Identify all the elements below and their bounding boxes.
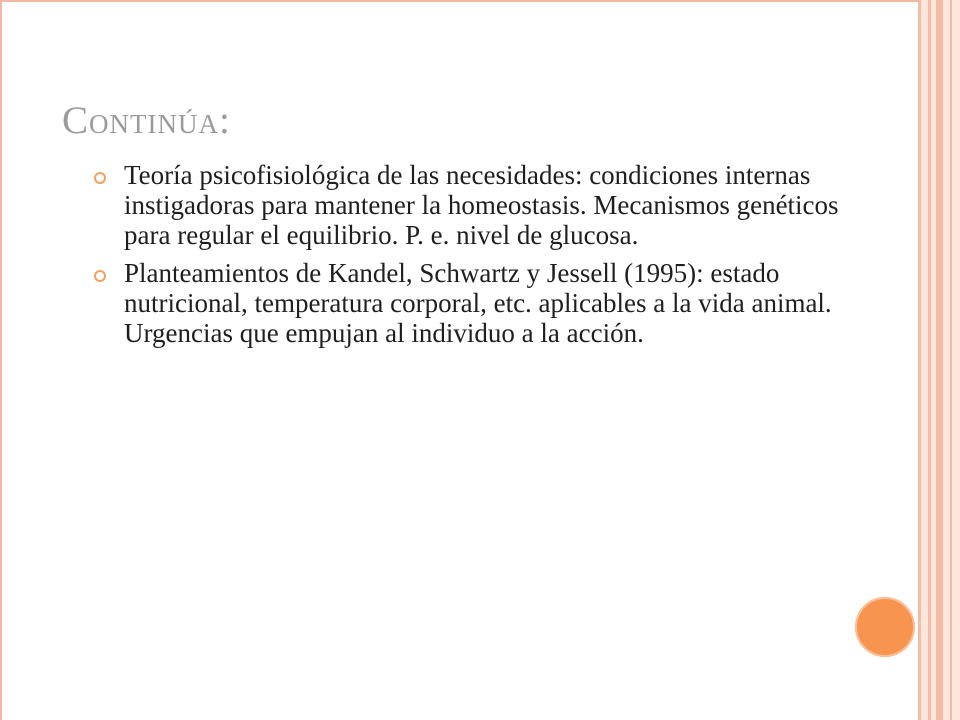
bullet-item <box>94 258 864 348</box>
decorative-stripe <box>936 0 943 720</box>
bullet-circle-icon <box>94 172 106 184</box>
bullet-text: Teoría psicofisiológica de las necesidades: condiciones internas instigadoras para mantener la homeostasis. Mecanismos genéticos para regular el equilibrio. P. e. nivel de glucosa. <box>124 160 839 250</box>
decorative-circle <box>855 597 915 657</box>
bullet-list <box>94 160 864 356</box>
slide-top-border <box>0 0 918 2</box>
bullet-item <box>94 160 864 250</box>
slide-left-border <box>0 0 2 720</box>
bullet-circle-icon <box>94 270 106 282</box>
bullet-text: Planteamientos de Kandel, Schwartz y Jessell (1995): estado nutricional, temperatura corporal, etc. aplicables a la vida animal. Urgencias que empujan al individuo a la acción. <box>124 258 832 348</box>
decorative-stripe <box>950 0 952 720</box>
slide-title: Continúa: <box>62 99 231 142</box>
decorative-stripe <box>921 0 928 720</box>
